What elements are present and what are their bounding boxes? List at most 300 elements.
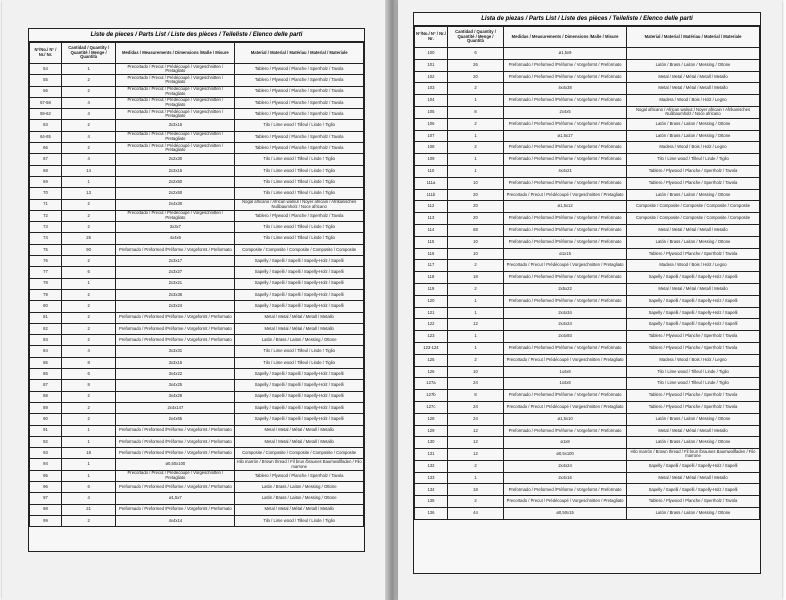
cell-measurements: 3x4x25 bbox=[116, 380, 235, 391]
cell-material bbox=[627, 48, 760, 60]
table-row bbox=[30, 323, 364, 334]
cell-quantity: 68 bbox=[447, 224, 503, 236]
cell-number: 76 bbox=[30, 256, 62, 267]
cell-quantity: 8 bbox=[61, 357, 115, 368]
cell-material: Metal / Metal / Métal / Metall / Metallo bbox=[627, 425, 760, 437]
cell-material: Nogal africano / African walnut / Noyer africain / Afrikanisches Nußbaumholz / Noce africano bbox=[627, 106, 760, 118]
cell-number: 133 bbox=[415, 472, 448, 484]
cell-quantity: 2 bbox=[447, 496, 503, 508]
cell-quantity: 4 bbox=[61, 97, 115, 108]
cell-material: Sapelly / Sapelli / Sapelli / Sapelly-Holz / Sapelli bbox=[627, 307, 760, 319]
cell-quantity: 1 bbox=[61, 176, 115, 187]
cell-number: 123 bbox=[415, 331, 448, 343]
cell-measurements: 4x4x38 bbox=[504, 83, 627, 95]
cell-material: Tablero / Plywood / Planche / Sperrholz / Tavola bbox=[627, 248, 760, 260]
cell-material: Madera / Wood / Bois / Holz / Legno bbox=[627, 260, 760, 272]
cell-quantity: 4 bbox=[61, 493, 115, 504]
cell-number: 127a bbox=[415, 378, 448, 390]
cell-measurements: 3x4x28 bbox=[116, 391, 235, 402]
table-row bbox=[30, 436, 364, 447]
cell-number: 134 bbox=[415, 484, 448, 496]
cell-number: 56 bbox=[30, 86, 62, 97]
cell-material: Tilo / Lime wood / Tilleul / Linde / Tiglio bbox=[235, 515, 364, 526]
cell-number: 69 bbox=[30, 176, 62, 187]
cell-number: 87 bbox=[30, 380, 62, 391]
cell-measurements: 2x3x21 bbox=[116, 278, 235, 289]
cell-number: 94 bbox=[30, 459, 62, 470]
table-row bbox=[30, 470, 364, 481]
cell-material: Tilo / Lime wood / Tilleul / Linde / Tiglio bbox=[235, 357, 364, 368]
table-row bbox=[30, 176, 364, 187]
cell-quantity: 18 bbox=[447, 484, 503, 496]
cell-measurements: 2x3x27 bbox=[116, 267, 235, 278]
cell-quantity: 12 bbox=[447, 449, 503, 461]
cell-quantity: 44 bbox=[447, 508, 503, 520]
table-row bbox=[415, 319, 760, 331]
table-row bbox=[415, 272, 760, 284]
cell-quantity: 1 bbox=[61, 278, 115, 289]
cell-number: 75 bbox=[30, 244, 62, 255]
cell-measurements: Preformado / Preformed /Préforme / Vorgeformt / Preformato bbox=[504, 272, 627, 284]
table-row bbox=[415, 342, 760, 354]
table-row bbox=[415, 437, 760, 449]
table-row bbox=[415, 83, 760, 95]
cell-number: 90 bbox=[30, 414, 62, 425]
cell-number: 125 bbox=[415, 354, 448, 366]
table-row bbox=[415, 213, 760, 225]
cell-quantity: 12 bbox=[447, 319, 503, 331]
cell-measurements: 2x3x15 bbox=[116, 165, 235, 176]
table-row bbox=[415, 118, 760, 130]
cell-number: 122 bbox=[415, 319, 448, 331]
table-row bbox=[415, 154, 760, 166]
cell-number: 83 bbox=[30, 335, 62, 346]
cell-material: Latón / Brass / Laiton / Messing / Ottone bbox=[627, 189, 760, 201]
cell-number: 54 bbox=[30, 64, 62, 75]
cell-measurements: 2x4x34 bbox=[504, 307, 627, 319]
table-row bbox=[30, 267, 364, 278]
cell-measurements: Preformado / Preformed /Préforme / Vorgeformt / Preformato bbox=[504, 59, 627, 71]
cell-material: Tablero / Plywood / Planche / Sperrholz / Tavola bbox=[627, 390, 760, 402]
cell-material: Sapelly / Sapelli / Sapelli / Sapelly-Holz / Sapelli bbox=[235, 289, 364, 300]
cell-measurements: Preformado / Preformed /Préforme / Vorgeformt / Preformato bbox=[504, 177, 627, 189]
cell-quantity: 6 bbox=[61, 267, 115, 278]
cell-number: 67 bbox=[30, 154, 62, 165]
cell-measurements: 1x4x8 bbox=[504, 366, 627, 378]
cell-material: Metal / Metal / Métal / Metall / Metallo bbox=[627, 472, 760, 484]
cell-measurements: Preformado / Preformed /Préforme / Vorgeformt / Preformato bbox=[504, 224, 627, 236]
table-row bbox=[415, 248, 760, 260]
cell-number: 78 bbox=[30, 278, 62, 289]
cell-quantity: 2 bbox=[61, 402, 115, 413]
cell-measurements: Preformado / Preformed /Préforme / Vorgeformt / Preformato bbox=[116, 244, 235, 255]
table-row bbox=[415, 260, 760, 272]
cell-quantity: 18 bbox=[61, 448, 115, 459]
cell-measurements: 2x3x36 bbox=[116, 289, 235, 300]
cell-quantity: 2 bbox=[447, 83, 503, 95]
cell-quantity: 2 bbox=[61, 515, 115, 526]
cell-quantity: 24 bbox=[447, 401, 503, 413]
table-row bbox=[30, 131, 364, 142]
cell-number: 98 bbox=[30, 504, 62, 515]
header-quantity: Cantidad / Quantity / Quantité / Menge / Quantità bbox=[447, 27, 503, 48]
cell-number: 130 bbox=[415, 437, 448, 449]
cell-number: 57-58 bbox=[30, 97, 62, 108]
cell-material: Latón / Brass / Laiton / Messing / Ottone bbox=[627, 130, 760, 142]
cell-material: Tilo / Lime wood / Tilleul / Linde / Tiglio bbox=[235, 120, 364, 131]
table-row bbox=[30, 222, 364, 233]
cell-quantity: 20 bbox=[447, 71, 503, 83]
cell-measurements: 2x4x147 bbox=[116, 402, 235, 413]
cell-measurements: 3x3x15 bbox=[116, 357, 235, 368]
cell-measurements: ø1,5x7 bbox=[116, 493, 235, 504]
cell-material: Sapelly / Sapelli / Sapelli / Sapelly-Holz / Sapelli bbox=[235, 278, 364, 289]
cell-quantity: 1 bbox=[447, 331, 503, 343]
table-row bbox=[415, 331, 760, 343]
cell-quantity: 12 bbox=[447, 437, 503, 449]
cell-measurements: Precortado / Precut / Prédécoupé / Vorgeschnitten / Pretagliato bbox=[116, 143, 235, 154]
cell-material: Tablero / Plywood / Planche / Sperrholz / Tavola bbox=[627, 342, 760, 354]
cell-measurements: 3x4x22 bbox=[116, 369, 235, 380]
cell-quantity: 1 bbox=[61, 425, 115, 436]
cell-measurements: Precortado / Precut / Prédécoupé / Vorgeschnitten / Pretagliato bbox=[116, 109, 235, 120]
table-row bbox=[415, 224, 760, 236]
cell-material: Tablero / Plywood / Planche / Sperrholz / Tavola bbox=[627, 496, 760, 508]
cell-quantity: 1 bbox=[447, 342, 503, 354]
cell-number: 110 bbox=[415, 165, 448, 177]
cell-number: 112 bbox=[415, 201, 448, 213]
table-row bbox=[415, 460, 760, 472]
cell-measurements: Preformado / Preformed /Préforme / Vorgeformt / Preformato bbox=[116, 481, 235, 492]
cell-measurements: 3x3x15 bbox=[116, 120, 235, 131]
cell-quantity: 26 bbox=[447, 59, 503, 71]
cell-measurements: Precortado / Precut / Prédécoupé / Vorgeschnitten / Pretagliato bbox=[504, 189, 627, 201]
cell-measurements: Preformado / Preformed /Préforme / Vorgeformt / Preformato bbox=[116, 504, 235, 515]
cell-material: Tablero / Plywood / Planche / Sperrholz / Tavola bbox=[235, 210, 364, 221]
cell-number: 55 bbox=[30, 75, 62, 86]
cell-measurements: 2x4x65 bbox=[116, 414, 235, 425]
parts-list-title: Liste de pieces / Parts List / Liste des pièces / Teileliste / Elenco delle parti bbox=[29, 29, 364, 42]
cell-number: 128 bbox=[415, 413, 448, 425]
cell-number: 85 bbox=[30, 357, 62, 368]
cell-quantity: 10 bbox=[447, 177, 503, 189]
table-row bbox=[415, 48, 760, 60]
table-row bbox=[30, 504, 364, 515]
cell-number: 66 bbox=[30, 143, 62, 154]
table-row bbox=[30, 391, 364, 402]
cell-measurements: ø1x15 bbox=[504, 248, 627, 260]
cell-number: 126 bbox=[415, 366, 448, 378]
cell-measurements: Precortado / Precut / Prédécoupé / Vorgeschnitten / Pretagliato bbox=[116, 97, 235, 108]
table-row bbox=[415, 95, 760, 107]
cell-quantity: 1 bbox=[447, 307, 503, 319]
cell-quantity: 2 bbox=[61, 256, 115, 267]
table-row bbox=[415, 401, 760, 413]
header-material: Material / Material / Matériau / Material / Materiale bbox=[627, 27, 760, 48]
cell-material: Composite / Composite / Composite / Composite / Composite bbox=[235, 448, 364, 459]
cell-quantity: 4 bbox=[61, 109, 115, 120]
table-row bbox=[30, 86, 364, 97]
cell-measurements: Preformado / Preformed /Préforme / Vorgeformt / Preformato bbox=[116, 425, 235, 436]
cell-number: 74 bbox=[30, 233, 62, 244]
cell-material: Latón / Brass / Laiton / Messing / Ottone bbox=[627, 59, 760, 71]
cell-measurements: 2x2x50 bbox=[116, 176, 235, 187]
cell-measurements: Precortado / Precut / Prédécoupé / Vorgeschnitten / Pretagliato bbox=[504, 260, 627, 272]
cell-quantity: 2 bbox=[61, 199, 115, 210]
cell-material: Hilo marrón / Brown thread / Fil brun /braunes Baumwollfaden / Filo marrone bbox=[236, 458, 362, 469]
table-row bbox=[30, 165, 364, 176]
cell-measurements: Preformado / Preformed /Préforme / Vorgeformt / Preformato bbox=[504, 425, 627, 437]
cell-number: 71 bbox=[30, 199, 62, 210]
cell-quantity: 2 bbox=[447, 460, 503, 472]
cell-quantity: 2 bbox=[61, 86, 115, 97]
cell-measurements: Preformado / Preformed /Préforme / Vorgeformt / Preformato bbox=[504, 390, 627, 402]
cell-measurements: 3x3x31 bbox=[116, 346, 235, 357]
cell-number: 70 bbox=[30, 188, 62, 199]
cell-number: 118 bbox=[415, 272, 448, 284]
cell-material: Tilo / Lime wood / Tilleul / Linde / Tiglio bbox=[235, 154, 364, 165]
cell-measurements: Preformado / Preformed /Préforme / Vorgeformt / Preformato bbox=[504, 213, 627, 225]
table-row bbox=[415, 295, 760, 307]
table-row bbox=[415, 390, 760, 402]
table-row bbox=[30, 448, 364, 459]
cell-material: Latón / Brass / Laiton / Messing / Ottone bbox=[627, 236, 760, 248]
table-row bbox=[30, 210, 364, 221]
cell-number: 91 bbox=[30, 425, 62, 436]
cell-material: Latón / Brass / Laiton / Messing / Ottone bbox=[627, 508, 760, 520]
cell-number: 68 bbox=[30, 165, 62, 176]
cell-material: Sapelly / Sapelli / Sapelli / Sapelly-Holz / Sapelli bbox=[627, 295, 760, 307]
table-row bbox=[30, 233, 364, 244]
cell-measurements: ø0,5x100 bbox=[504, 449, 627, 461]
cell-number: 127b bbox=[415, 390, 448, 402]
cell-measurements: 2x2x30 bbox=[116, 154, 235, 165]
cell-quantity: 10 bbox=[447, 366, 503, 378]
cell-measurements: Preformado / Preformed /Préforme / Vorgeformt / Preformato bbox=[116, 436, 235, 447]
cell-measurements: 2x4x30 bbox=[116, 199, 235, 210]
cell-quantity: 2 bbox=[447, 283, 503, 295]
cell-quantity: 2 bbox=[61, 323, 115, 334]
header-number: N°/No./ N° / Nr./ Nr. bbox=[30, 43, 62, 64]
cell-material: Hilo marrón / Brown thread / Fil brun /braunes Baumwollfaden / Filo marrone bbox=[627, 449, 760, 461]
cell-measurements: 4x4x21 bbox=[504, 165, 627, 177]
cell-material: Madera / Wood / Bois / Holz / Legno bbox=[627, 354, 760, 366]
cell-material: Latón / Brass / Laiton / Messing / Ottone bbox=[235, 493, 364, 504]
cell-measurements: Precortado / Precut / Prédécoupé / Vorgeschnitten / Pretagliato bbox=[116, 131, 235, 142]
cell-measurements: Preformado / Preformed /Préforme / Vorgeformt / Preformato bbox=[504, 95, 627, 107]
table-row bbox=[415, 189, 760, 201]
cell-number: 103 bbox=[415, 83, 448, 95]
table-row bbox=[30, 402, 364, 413]
cell-number: 88 bbox=[30, 391, 62, 402]
parts-list-sheet-right bbox=[413, 12, 761, 574]
table-row bbox=[415, 366, 760, 378]
cell-measurements: ø0,50x15 bbox=[504, 508, 627, 520]
cell-material: Madera / Wood / Bois / Holz / Legno bbox=[627, 142, 760, 154]
cell-number: 80 bbox=[30, 301, 62, 312]
cell-material: Tilo / Lime wood / Tilleul / Linde / Tiglio bbox=[235, 188, 364, 199]
cell-quantity: 4 bbox=[61, 131, 115, 142]
table-row bbox=[30, 369, 364, 380]
cell-quantity: 4 bbox=[61, 154, 115, 165]
cell-quantity: 2 bbox=[61, 312, 115, 323]
cell-measurements: 2x3x17 bbox=[116, 256, 235, 267]
cell-quantity: 2 bbox=[447, 260, 503, 272]
cell-measurements: 3x3x7 bbox=[116, 222, 235, 233]
table-row bbox=[30, 425, 364, 436]
cell-quantity: 24 bbox=[447, 378, 503, 390]
table-row bbox=[30, 64, 364, 75]
cell-number: 123-124 bbox=[415, 342, 448, 354]
table-row bbox=[415, 472, 760, 484]
cell-quantity: 2 bbox=[61, 391, 115, 402]
cell-quantity: 18 bbox=[447, 272, 503, 284]
table-row bbox=[30, 256, 364, 267]
table-row bbox=[415, 496, 760, 508]
cell-number: 117 bbox=[415, 260, 448, 272]
table-row bbox=[30, 357, 364, 368]
cell-quantity: 1 bbox=[447, 295, 503, 307]
cell-measurements: Preformado / Preformed /Préforme / Vorgeformt / Preformato bbox=[116, 323, 235, 334]
parts-list-title: Lista de piezas / Parts List / Liste des pièces / Teileliste / Elenco delle parti bbox=[414, 13, 760, 26]
cell-material: Tablero / Plywood / Planche / Sperrholz / Tavola bbox=[235, 64, 364, 75]
cell-number: 101 bbox=[415, 59, 448, 71]
cell-measurements: Preformado / Preformed /Préforme / Vorgeformt / Preformato bbox=[116, 312, 235, 323]
cell-quantity: 1 bbox=[61, 436, 115, 447]
cell-measurements: ø1,5x10 bbox=[504, 413, 627, 425]
cell-number: 64-65 bbox=[30, 131, 62, 142]
cell-quantity: 4 bbox=[61, 346, 115, 357]
cell-material: Tablero / Plywood / Planche / Sperrholz / Tavola bbox=[235, 97, 364, 108]
cell-measurements: Preformado / Preformed /Préforme / Vorgeformt / Preformato bbox=[504, 484, 627, 496]
cell-number: 86 bbox=[30, 369, 62, 380]
table-row bbox=[30, 143, 364, 154]
cell-quantity: 20 bbox=[447, 189, 503, 201]
table-row bbox=[30, 278, 364, 289]
cell-measurements: ø1x8 bbox=[504, 437, 627, 449]
cell-measurements: Precortado / Precut / Prédécoupé / Vorgeschnitten / Pretagliato bbox=[504, 401, 627, 413]
cell-measurements: Preformado / Preformed /Préforme / Vorgeformt / Preformato bbox=[116, 335, 235, 346]
table-row bbox=[30, 199, 364, 210]
cell-quantity: 6 bbox=[447, 48, 503, 60]
cell-quantity: 21 bbox=[61, 504, 115, 515]
cell-material: Tablero / Plywood / Planche / Sperrholz / Tavola bbox=[235, 470, 364, 481]
cell-material: Metal / Metal / Métal / Metall / Metallo bbox=[627, 71, 760, 83]
cell-measurements: Preformado / Preformed /Préforme / Vorgeformt / Preformato bbox=[504, 118, 627, 130]
cell-measurements: ø1,5x17 bbox=[504, 130, 627, 142]
table-row bbox=[30, 75, 364, 86]
cell-quantity: 1 bbox=[61, 64, 115, 75]
cell-number: 131 bbox=[415, 449, 448, 461]
cell-material: Sapelly / Sapelli / Sapelli / Sapelly-Holz / Sapelli bbox=[627, 319, 760, 331]
cell-material: Madera / Wood / Bois / Holz / Legno bbox=[627, 95, 760, 107]
cell-quantity: 14 bbox=[61, 165, 115, 176]
table-row bbox=[30, 154, 364, 165]
cell-measurements: Preformado / Preformed /Préforme / Vorgeformt / Preformato bbox=[504, 71, 627, 83]
cell-measurements: Preformado / Preformed /Préforme / Vorgeformt / Preformato bbox=[504, 236, 627, 248]
table-row bbox=[30, 109, 364, 120]
cell-measurements: 2x4x5 bbox=[504, 106, 627, 118]
table-row bbox=[30, 244, 364, 255]
cell-number: 81 bbox=[30, 312, 62, 323]
cell-quantity: 2 bbox=[61, 414, 115, 425]
cell-number: 105 bbox=[415, 106, 448, 118]
cell-number: 93 bbox=[30, 448, 62, 459]
cell-number: 104 bbox=[415, 95, 448, 107]
cell-material: Tilo / Lime wood / Tilleul / Linde / Tiglio bbox=[627, 378, 760, 390]
cell-measurements: 2x3x24 bbox=[116, 301, 235, 312]
cell-number: 111b bbox=[415, 189, 448, 201]
cell-number: 119 bbox=[415, 283, 448, 295]
table-row bbox=[415, 236, 760, 248]
cell-number: 107 bbox=[415, 130, 448, 142]
cell-number: 116 bbox=[415, 248, 448, 260]
header-measurements: Medidas / Measurements / Dimensions /Maße / Misure bbox=[116, 43, 235, 64]
table-row bbox=[30, 414, 364, 425]
cell-measurements: Precortado / Precut / Prédécoupé / Vorgeschnitten / Pretagliato bbox=[116, 210, 235, 221]
cell-material: Composite / Composite / Composite / Composite / Composite bbox=[627, 201, 760, 213]
cell-measurements: 2x4x24 bbox=[504, 319, 627, 331]
table-row bbox=[30, 335, 364, 346]
cell-material: Metal / Metal / Métal / Metall / Metallo bbox=[235, 504, 364, 515]
cell-material: Tilo / Lime wood / Tilleul / Linde / Tiglio bbox=[235, 346, 364, 357]
cell-quantity: 8 bbox=[447, 390, 503, 402]
table-header-row bbox=[30, 43, 364, 64]
cell-number: 100 bbox=[415, 48, 448, 60]
cell-quantity: 1 bbox=[447, 154, 503, 166]
cell-material: Sapelly / Sapelli / Sapelli / Sapelly-Holz / Sapelli bbox=[235, 301, 364, 312]
cell-quantity: 2 bbox=[447, 118, 503, 130]
cell-material: Tablero / Plywood / Planche / Sperrholz / Tavola bbox=[627, 177, 760, 189]
cell-material: Tilo / Lime wood / Tilleul / Linde / Tiglio bbox=[627, 366, 760, 378]
cell-measurements: 2x4x24 bbox=[504, 460, 627, 472]
table-row bbox=[30, 188, 364, 199]
cell-number: 121 bbox=[415, 307, 448, 319]
cell-quantity: 2 bbox=[61, 75, 115, 86]
cell-quantity: 2 bbox=[447, 354, 503, 366]
cell-material: Sapelly / Sapelli / Sapelli / Sapelly-Holz / Sapelli bbox=[627, 460, 760, 472]
cell-material: Tablero / Plywood / Planche / Sperrholz / Tavola bbox=[235, 86, 364, 97]
cell-quantity: 6 bbox=[61, 369, 115, 380]
cell-material: Nogal africano / African walnut / Noyer africain / Afrikanisches Nußbaumholz / Noce africano bbox=[235, 199, 364, 210]
table-row bbox=[415, 508, 760, 520]
cell-measurements: Preformado / Preformed /Préforme / Vorgeformt / Preformato bbox=[504, 295, 627, 307]
cell-number: 95 bbox=[30, 470, 62, 481]
cell-material: Tablero / Plywood / Planche / Sperrholz / Tavola bbox=[235, 109, 364, 120]
table-row bbox=[30, 312, 364, 323]
cell-measurements: Precortado / Precut / Prédécoupé / Vorgeschnitten / Pretagliato bbox=[116, 64, 235, 75]
cell-quantity: 2 bbox=[61, 335, 115, 346]
cell-number: 132 bbox=[415, 460, 448, 472]
cell-number: 73 bbox=[30, 222, 62, 233]
cell-number: 63 bbox=[30, 120, 62, 131]
cell-measurements: 4x4x14 bbox=[116, 515, 235, 526]
table-row bbox=[30, 346, 364, 357]
header-material: Material / Material / Matériau / Material / Materiale bbox=[235, 43, 364, 64]
parts-table-body-right bbox=[415, 48, 760, 520]
cell-measurements: Precortado / Precut / Prédécoupé / Vorgeschnitten / Pretagliato bbox=[504, 496, 627, 508]
cell-quantity: 2 bbox=[61, 222, 115, 233]
cell-number: 111a bbox=[415, 177, 448, 189]
cell-material: Composite / Composite / Composite / Composite / Composite bbox=[627, 213, 760, 225]
table-row bbox=[415, 142, 760, 154]
cell-number: 129 bbox=[415, 425, 448, 437]
cell-measurements: Preformado / Preformed /Préforme / Vorgeformt / Preformato bbox=[504, 142, 627, 154]
table-row bbox=[30, 97, 364, 108]
cell-material: Tablero / Plywood / Planche / Sperrholz / Tavola bbox=[627, 401, 760, 413]
cell-number: 84 bbox=[30, 346, 62, 357]
cell-quantity: 1 bbox=[447, 95, 503, 107]
